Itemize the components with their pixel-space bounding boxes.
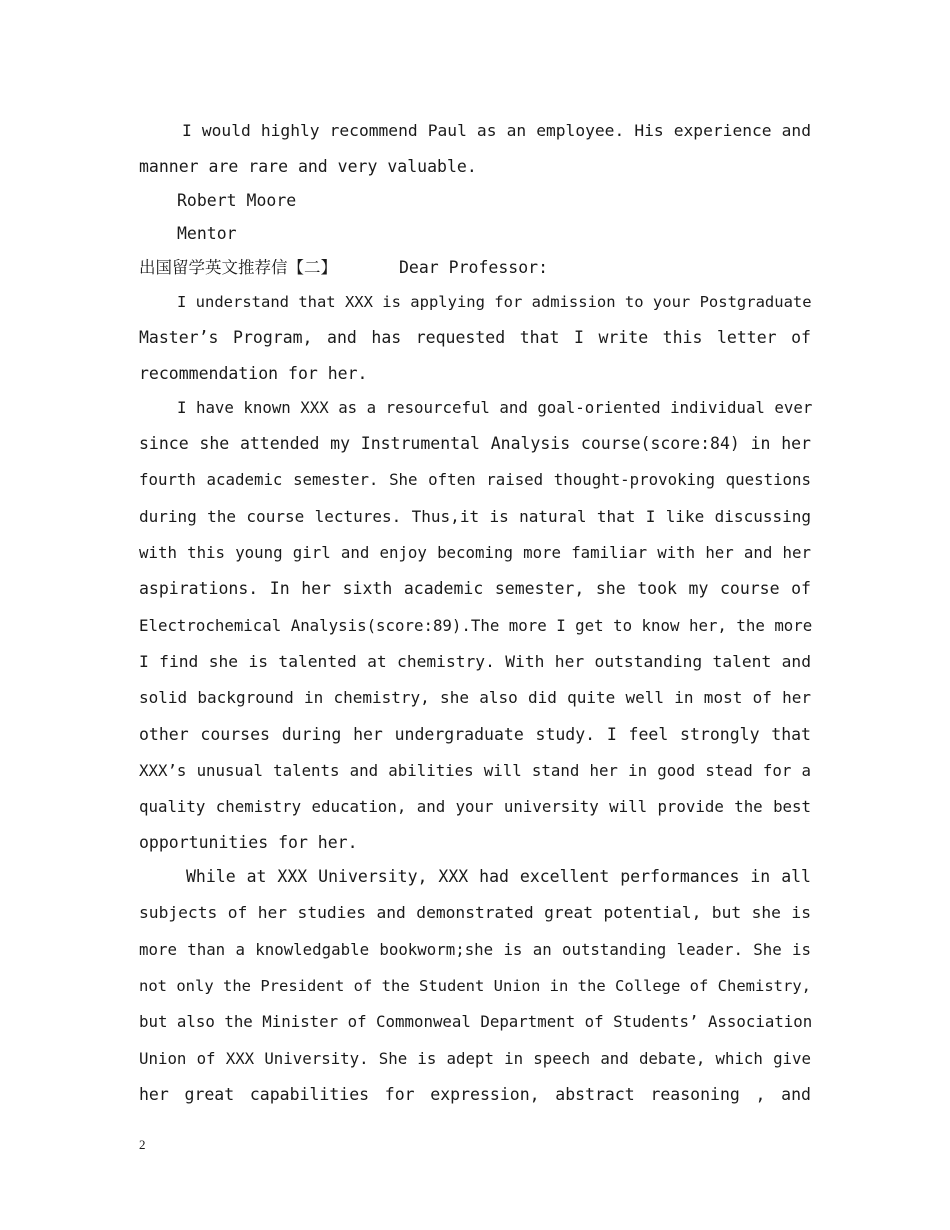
paragraph-line: While at XXX University, XXX had excellent performances in all — [186, 867, 811, 886]
signature-title: Mentor — [177, 224, 237, 243]
paragraph-line: with this young girl and enjoy becoming more familiar with her and her — [139, 543, 811, 562]
paragraph-line: subjects of her studies and demonstrated great potential, but she is — [139, 903, 811, 922]
paragraph-line: but also the Minister of Commonweal Department of Students’ Association — [139, 1012, 813, 1031]
paragraph-line: Master’s Program, and has requested that I write this letter of — [139, 328, 811, 347]
paragraph-line: XXX’s unusual talents and abilities will stand her in good stead for a — [139, 761, 811, 780]
paragraph-line: solid background in chemistry, she also did quite well in most of her — [139, 688, 811, 707]
paragraph-line: aspirations. In her sixth academic semester, she took my course of — [139, 579, 811, 598]
paragraph-line: Union of XXX University. She is adept in speech and debate, which give — [139, 1049, 811, 1068]
paragraph-line: manner are rare and very valuable. — [139, 157, 477, 176]
paragraph-line: not only the President of the Student Union in the College of Chemistry, — [139, 977, 811, 995]
paragraph-line: I find she is talented at chemistry. With her outstanding talent and — [139, 652, 811, 671]
paragraph-line: other courses during her undergraduate study. I feel strongly that — [139, 725, 811, 744]
paragraph-line: opportunities for her. — [139, 833, 358, 852]
paragraph-line: during the course lectures. Thus,it is natural that I like discussing — [139, 507, 811, 526]
paragraph-line: more than a knowledgable bookworm;she is an outstanding leader. She is — [139, 940, 811, 959]
paragraph-line: quality chemistry education, and your university will provide the best — [139, 797, 811, 816]
signature-name: Robert Moore — [177, 191, 297, 210]
section-heading: 出国留学英文推荐信【二】 — [139, 258, 337, 277]
paragraph-line: fourth academic semester. She often raised thought-provoking questions — [139, 470, 811, 489]
paragraph-line: recommendation for her. — [139, 364, 368, 383]
paragraph-line: since she attended my Instrumental Analysis course(score:84) in her — [139, 434, 811, 453]
paragraph-line: her great capabilities for expression, abstract reasoning , and — [139, 1085, 811, 1104]
salutation: Dear Professor: — [399, 258, 549, 277]
paragraph-line: Electrochemical Analysis(score:89).The more I get to know her, the more — [139, 616, 813, 635]
paragraph-line: I would highly recommend Paul as an employee. His experience and — [182, 121, 811, 140]
page-number: 2 — [139, 1137, 146, 1152]
paragraph-line: I have known XXX as a resourceful and goal-oriented individual ever — [177, 398, 813, 417]
paragraph-line: I understand that XXX is applying for admission to your Postgraduate — [177, 293, 812, 311]
